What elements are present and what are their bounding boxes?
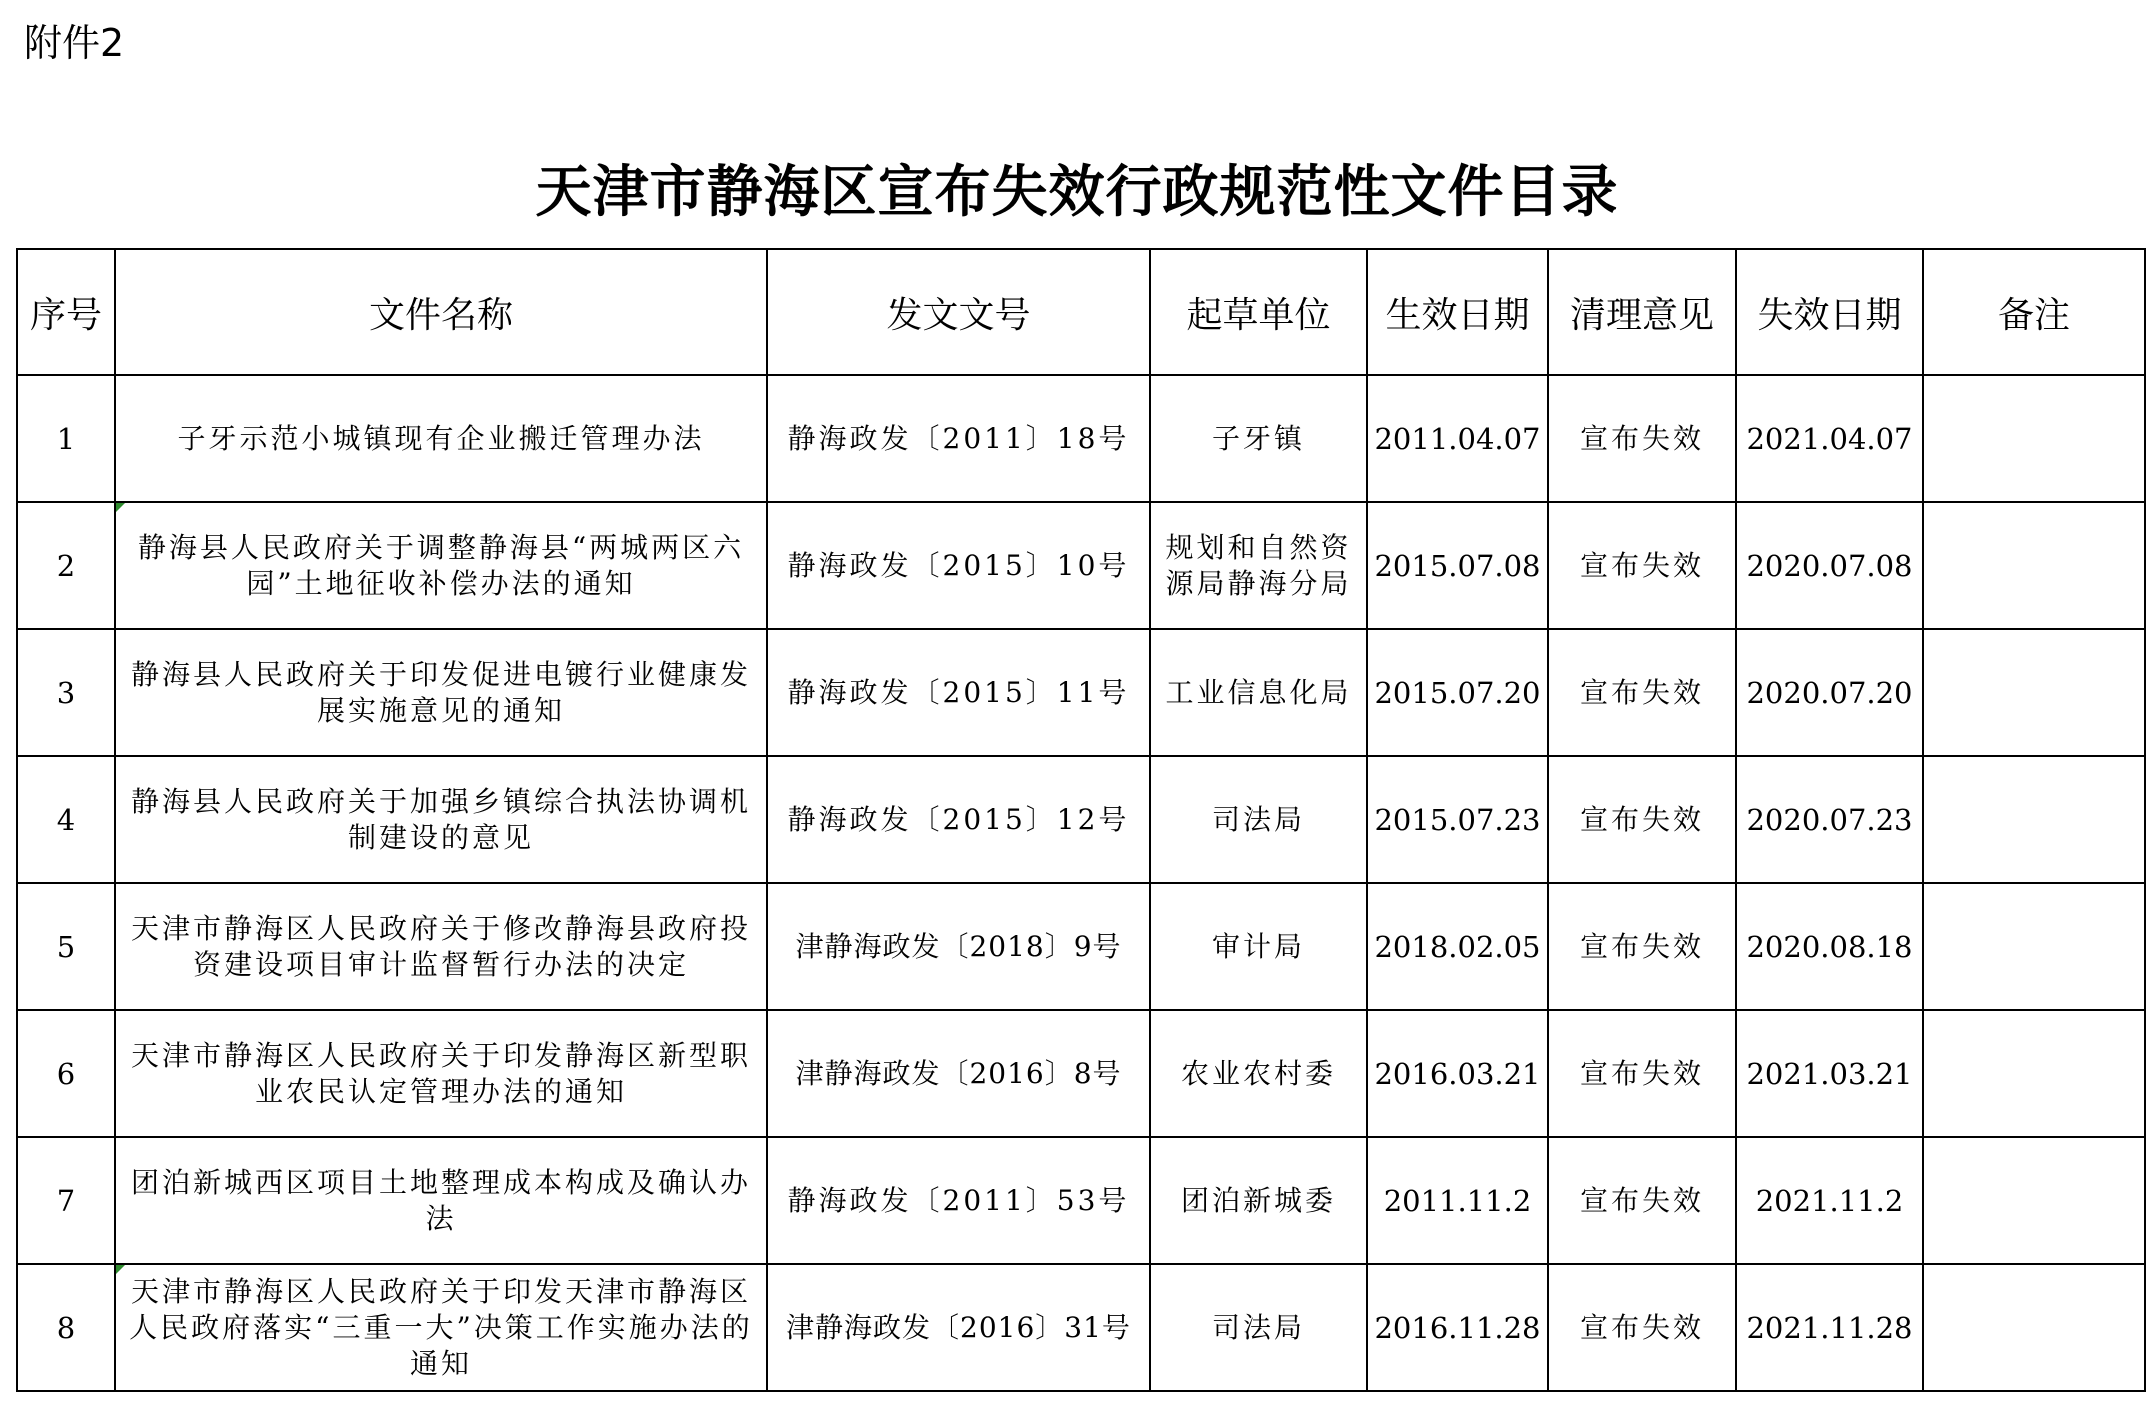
row-name [115, 502, 767, 629]
header-expiry-date: 失效日期 [1736, 249, 1923, 375]
row-name: 团泊新城西区项目土地整理成本构成及确认办法 [115, 1137, 767, 1264]
row-effective-date: 2011.11.2 [1367, 1137, 1548, 1264]
row-doc-no: 津静海政发〔2016〕8号 [767, 1010, 1150, 1137]
cell-marker [116, 503, 125, 512]
row-name: 静海县人民政府关于加强乡镇综合执法协调机制建设的意见 [115, 756, 767, 883]
row-expiry-date: 2021.04.07 [1736, 375, 1923, 502]
row-expiry-date: 2020.07.23 [1736, 756, 1923, 883]
row-drafter: 子牙镇 [1150, 375, 1367, 502]
row-doc-no: 静海政发〔2011〕18号 [767, 375, 1150, 502]
row-no: 5 [17, 883, 115, 1010]
header-drafter: 起草单位 [1150, 249, 1367, 375]
row-no: 8 [17, 1264, 115, 1391]
table-header-row [17, 249, 2145, 375]
row-drafter: 司法局 [1150, 1264, 1367, 1391]
header-name: 文件名称 [115, 249, 767, 375]
row-opinion: 宣布失效 [1548, 1137, 1736, 1264]
table-row [17, 502, 2145, 629]
table-row [17, 756, 2145, 883]
row-drafter: 团泊新城委 [1150, 1137, 1367, 1264]
row-remark [1923, 883, 2145, 1010]
row-drafter: 司法局 [1150, 756, 1367, 883]
row-name: 静海县人民政府关于印发促进电镀行业健康发展实施意见的通知 [115, 629, 767, 756]
table-row [17, 375, 2145, 502]
row-effective-date: 2015.07.08 [1367, 502, 1548, 629]
row-drafter: 审计局 [1150, 883, 1367, 1010]
page-title: 天津市静海区宣布失效行政规范性文件目录 [535, 159, 1619, 225]
row-expiry-date: 2020.07.20 [1736, 629, 1923, 756]
row-effective-date: 2018.02.05 [1367, 883, 1548, 1010]
document-table [16, 248, 2146, 1392]
row-remark [1923, 629, 2145, 756]
table-row [17, 1137, 2145, 1264]
row-opinion: 宣布失效 [1548, 883, 1736, 1010]
row-remark [1923, 375, 2145, 502]
row-expiry-date: 2020.08.18 [1736, 883, 1923, 1010]
cell-marker [116, 1265, 125, 1274]
row-opinion: 宣布失效 [1548, 756, 1736, 883]
row-opinion: 宣布失效 [1548, 629, 1736, 756]
row-effective-date: 2016.11.28 [1367, 1264, 1548, 1391]
row-name: 子牙示范小城镇现有企业搬迁管理办法 [115, 375, 767, 502]
row-doc-no: 静海政发〔2015〕10号 [767, 502, 1150, 629]
row-expiry-date: 2021.11.2 [1736, 1137, 1923, 1264]
row-drafter: 农业农村委 [1150, 1010, 1367, 1137]
row-no: 1 [17, 375, 115, 502]
row-doc-no: 津静海政发〔2018〕9号 [767, 883, 1150, 1010]
row-no: 6 [17, 1010, 115, 1137]
row-expiry-date: 2021.03.21 [1736, 1010, 1923, 1137]
row-no: 3 [17, 629, 115, 756]
row-effective-date: 2016.03.21 [1367, 1010, 1548, 1137]
header-effective-date: 生效日期 [1367, 249, 1548, 375]
header-doc-no: 发文文号 [767, 249, 1150, 375]
table-row [17, 883, 2145, 1010]
row-name [115, 1264, 767, 1391]
table-row [17, 1264, 2145, 1391]
row-opinion: 宣布失效 [1548, 1264, 1736, 1391]
row-expiry-date: 2021.11.28 [1736, 1264, 1923, 1391]
header-remark: 备注 [1923, 249, 2145, 375]
row-no: 4 [17, 756, 115, 883]
row-no: 2 [17, 502, 115, 629]
row-remark [1923, 1010, 2145, 1137]
row-drafter: 规划和自然资源局静海分局 [1150, 502, 1367, 629]
row-name: 天津市静海区人民政府关于修改静海县政府投资建设项目审计监督暂行办法的决定 [115, 883, 767, 1010]
row-opinion: 宣布失效 [1548, 1010, 1736, 1137]
row-doc-no: 静海政发〔2015〕12号 [767, 756, 1150, 883]
row-effective-date: 2015.07.20 [1367, 629, 1548, 756]
row-doc-no: 静海政发〔2011〕53号 [767, 1137, 1150, 1264]
row-drafter: 工业信息化局 [1150, 629, 1367, 756]
row-opinion: 宣布失效 [1548, 502, 1736, 629]
row-effective-date: 2015.07.23 [1367, 756, 1548, 883]
row-opinion: 宣布失效 [1548, 375, 1736, 502]
row-expiry-date: 2020.07.08 [1736, 502, 1923, 629]
table-row [17, 629, 2145, 756]
row-effective-date: 2011.04.07 [1367, 375, 1548, 502]
attachment-label: 附件2 [24, 21, 125, 65]
header-opinion: 清理意见 [1548, 249, 1736, 375]
row-no: 7 [17, 1137, 115, 1264]
row-remark [1923, 756, 2145, 883]
row-doc-no: 静海政发〔2015〕11号 [767, 629, 1150, 756]
header-no: 序号 [17, 249, 115, 375]
row-remark [1923, 502, 2145, 629]
row-name: 天津市静海区人民政府关于印发静海区新型职业农民认定管理办法的通知 [115, 1010, 767, 1137]
row-name-text: 天津市静海区人民政府关于印发天津市静海区人民政府落实“三重一大”决策工作实施办法的通知 [129, 1274, 753, 1380]
row-name-text: 静海县人民政府关于调整静海县“两城两区六园”土地征收补偿办法的通知 [137, 530, 745, 600]
row-remark [1923, 1264, 2145, 1391]
table-row [17, 1010, 2145, 1137]
row-doc-no: 津静海政发〔2016〕31号 [767, 1264, 1150, 1391]
row-remark [1923, 1137, 2145, 1264]
